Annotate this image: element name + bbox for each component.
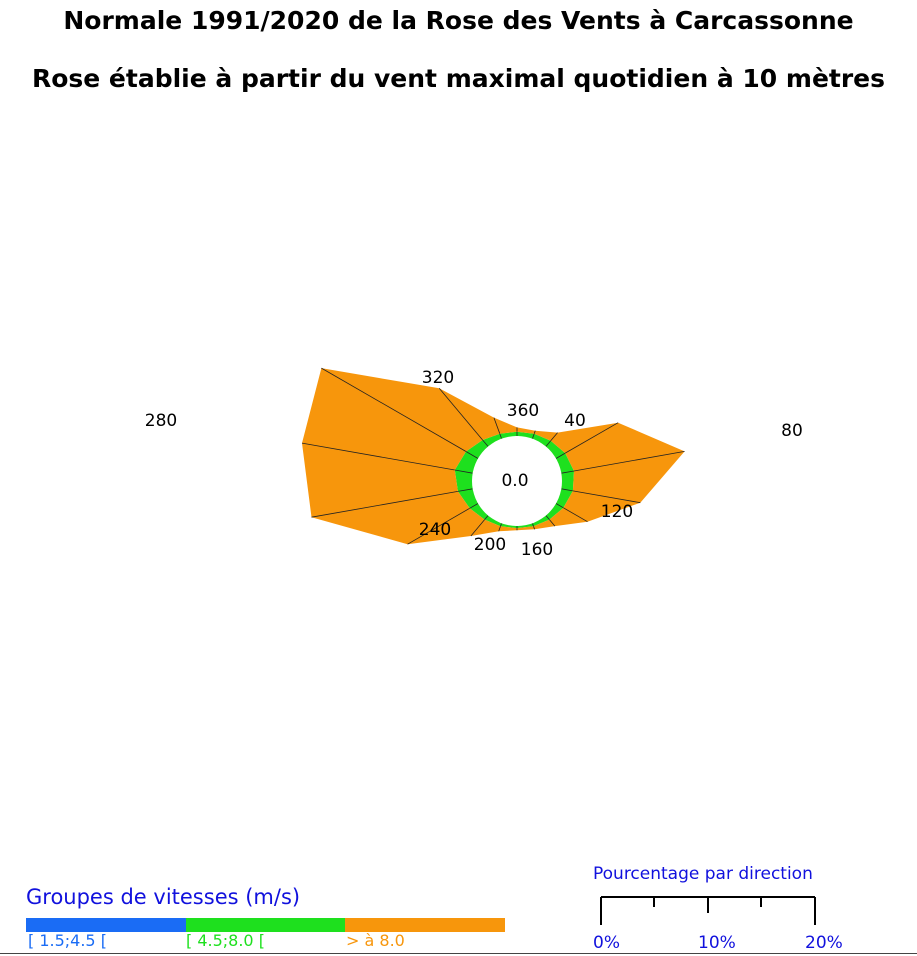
legend-swatch-high — [345, 918, 505, 932]
direction-label-160: 160 — [520, 540, 554, 560]
scale-label-10: 10% — [698, 933, 736, 953]
bottom-rule — [0, 953, 917, 954]
direction-label-320: 320 — [421, 368, 455, 388]
calm-value: 0.0 — [501, 471, 529, 491]
direction-label-120: 120 — [600, 502, 634, 522]
scale-title: Pourcentage par direction — [593, 864, 813, 884]
direction-label-360: 360 — [506, 401, 540, 421]
direction-label-40: 40 — [564, 411, 586, 431]
legend-label-low: [ 1.5;4.5 [ — [28, 931, 107, 950]
legend-swatch-mid — [186, 918, 345, 932]
legend-swatch-low — [26, 918, 186, 932]
direction-label-280: 280 — [144, 411, 178, 431]
chart-subtitle: Rose établie à partir du vent maximal quotidien à 10 mètres — [31, 64, 886, 93]
direction-label-200: 200 — [473, 535, 507, 555]
chart-title: Normale 1991/2020 de la Rose des Vents à Carcassonne — [63, 6, 854, 35]
scale-label-20: 20% — [805, 933, 843, 953]
direction-label-240: 240 — [418, 520, 452, 540]
direction-label-80: 80 — [781, 421, 803, 441]
scale-label-0: 0% — [593, 933, 620, 953]
percentage-scale — [590, 893, 830, 933]
legend-label-mid: [ 4.5;8.0 [ — [186, 931, 265, 950]
legend-title: Groupes de vitesses (m/s) — [26, 885, 301, 909]
legend-label-high: > à 8.0 — [346, 931, 405, 950]
